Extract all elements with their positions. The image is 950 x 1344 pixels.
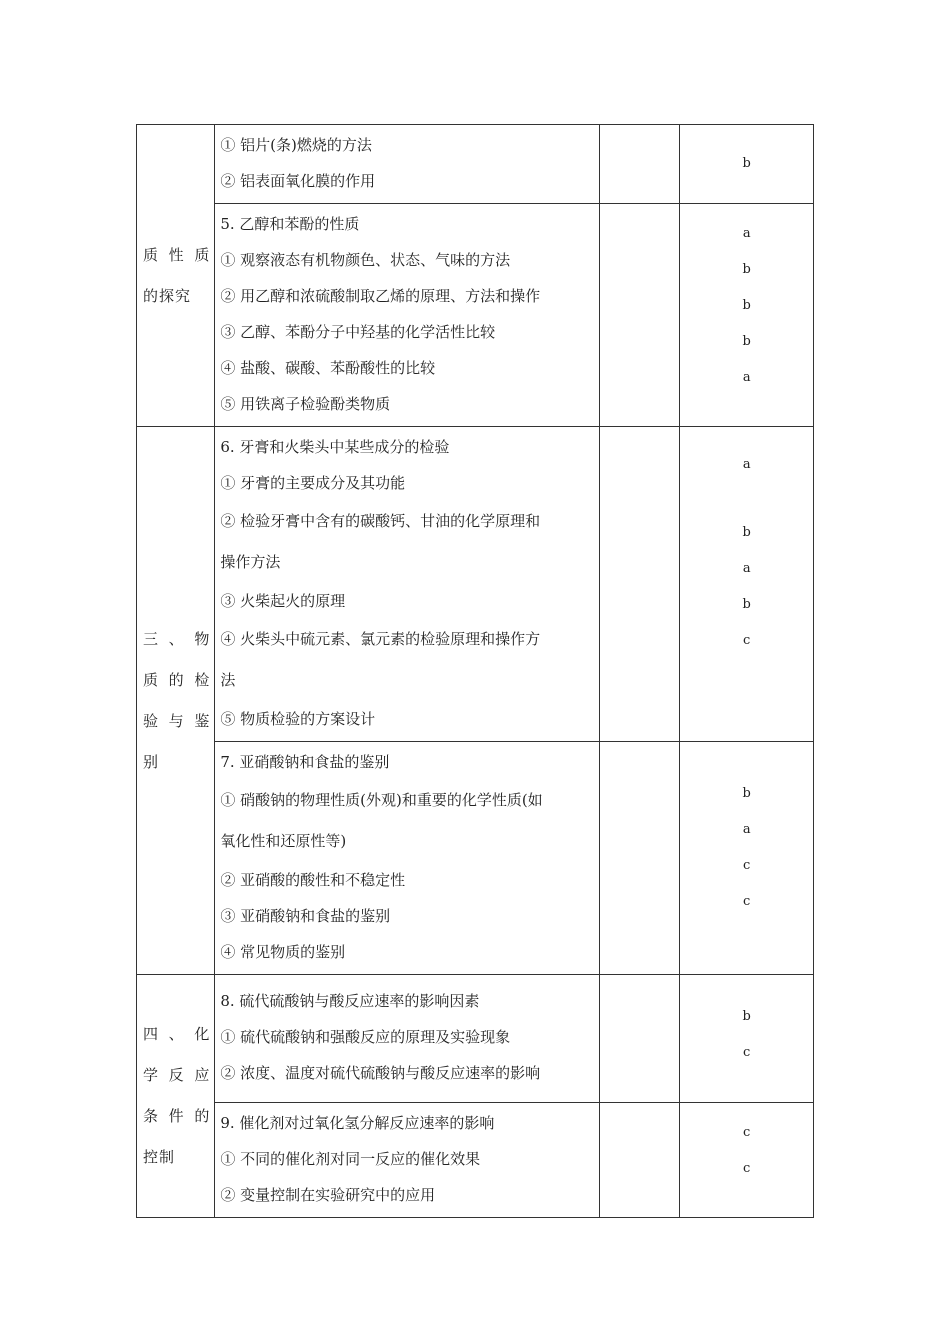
category-line: 控制 [143,1148,176,1166]
list-item: ① 观察液态有机物颜色、状态、气味的方法 [220,251,511,269]
empty-cell [600,125,680,204]
level-value: b [742,334,751,349]
table-row [137,742,814,975]
list-item: ② 变量控制在实验研究中的应用 [220,1186,436,1204]
empty-cell [600,427,680,742]
level-value: c [743,1125,751,1140]
category-line: 质 性 质 [143,245,211,264]
level-cell [680,975,814,1103]
items-cell [215,125,600,204]
level-value: a [742,226,751,241]
category-line: 三 、 物 [143,629,211,648]
level-value: c [743,1045,751,1060]
list-item: ④ 盐酸、碳酸、苯酚酸性的比较 [220,359,436,377]
category-cell [137,975,215,1218]
list-item: ④ 常见物质的鉴别 [220,943,346,961]
category-line: 学 反 应 [143,1066,211,1084]
category-line: 质 的 检 [143,670,211,689]
level-cell [680,427,814,742]
list-item: ① 铝片(条)燃烧的方法 [220,136,372,154]
category-line: 条 件 的 [143,1107,211,1125]
list-item: ① 硝酸钠的物理性质(外观)和重要的化学性质(如 [220,791,543,809]
list-item: 5. 乙醇和苯酚的性质 [220,215,360,233]
list-item: ② 检验牙膏中含有的碳酸钙、甘油的化学原理和 [220,512,541,530]
level-value: a [742,822,751,837]
empty-cell [600,975,680,1103]
list-item: 氧化性和还原性等) [220,832,347,850]
list-item: ② 用乙醇和浓硫酸制取乙烯的原理、方法和操作 [220,287,541,305]
list-item: ② 浓度、温度对硫代硫酸钠与酸反应速率的影响 [220,1064,541,1082]
empty-cell [600,204,680,427]
category-line: 的探究 [143,286,192,305]
list-item: ③ 火柴起火的原理 [220,592,346,610]
list-item: 操作方法 [220,553,281,571]
level-value: c [743,633,751,648]
level-value: c [743,894,751,909]
list-item: ③ 亚硝酸钠和食盐的鉴别 [220,907,391,925]
table-row [137,1103,814,1218]
list-item: ① 牙膏的主要成分及其功能 [220,474,406,492]
empty-cell [600,1103,680,1218]
list-item: 6. 牙膏和火柴头中某些成分的检验 [220,438,450,456]
level-value: b [742,262,751,277]
table-row [137,204,814,427]
category-line: 四 、 化 [143,1025,211,1043]
list-item: ④ 火柴头中硫元素、氯元素的检验原理和操作方 [220,630,541,648]
table-row [137,975,814,1103]
list-item: ② 铝表面氧化膜的作用 [220,172,376,190]
level-cell [680,125,814,204]
list-item: 8. 硫代硫酸钠与酸反应速率的影响因素 [220,992,480,1010]
list-item: ② 亚硝酸的酸性和不稳定性 [220,871,406,889]
empty-cell [600,742,680,975]
items-cell [215,975,600,1103]
level-cell [680,742,814,975]
list-item: 7. 亚硝酸钠和食盐的鉴别 [220,753,390,771]
table-row [137,427,814,742]
level-value: a [742,561,751,576]
level-value: a [742,457,751,472]
level-value: c [743,1161,751,1176]
items-cell [215,742,600,975]
list-item: 9. 催化剂对过氧化氢分解反应速率的影响 [220,1114,495,1132]
list-item: ⑤ 物质检验的方案设计 [220,710,376,728]
level-cell [680,1103,814,1218]
list-item: ① 不同的催化剂对同一反应的催化效果 [220,1150,481,1168]
level-value: b [742,156,751,171]
syllabus-table [136,124,814,1218]
list-item: ⑤ 用铁离子检验酚类物质 [220,395,391,413]
category-line: 别 [143,752,160,771]
level-value: a [742,370,751,385]
level-cell [680,204,814,427]
level-value: b [742,525,751,540]
items-cell [215,427,600,742]
table-row [137,125,814,204]
level-value: b [742,597,751,612]
level-value: b [742,1009,751,1024]
level-value: b [742,298,751,313]
level-value: b [742,786,751,801]
list-item: ① 硫代硫酸钠和强酸反应的原理及实验现象 [220,1028,511,1046]
items-cell [215,1103,600,1218]
items-cell [215,204,600,427]
list-item: ③ 乙醇、苯酚分子中羟基的化学活性比较 [220,323,496,341]
category-line: 验 与 鉴 [143,711,211,730]
category-cell [137,427,215,975]
level-value: c [743,858,751,873]
category-cell [137,125,215,427]
list-item: 法 [220,671,236,689]
